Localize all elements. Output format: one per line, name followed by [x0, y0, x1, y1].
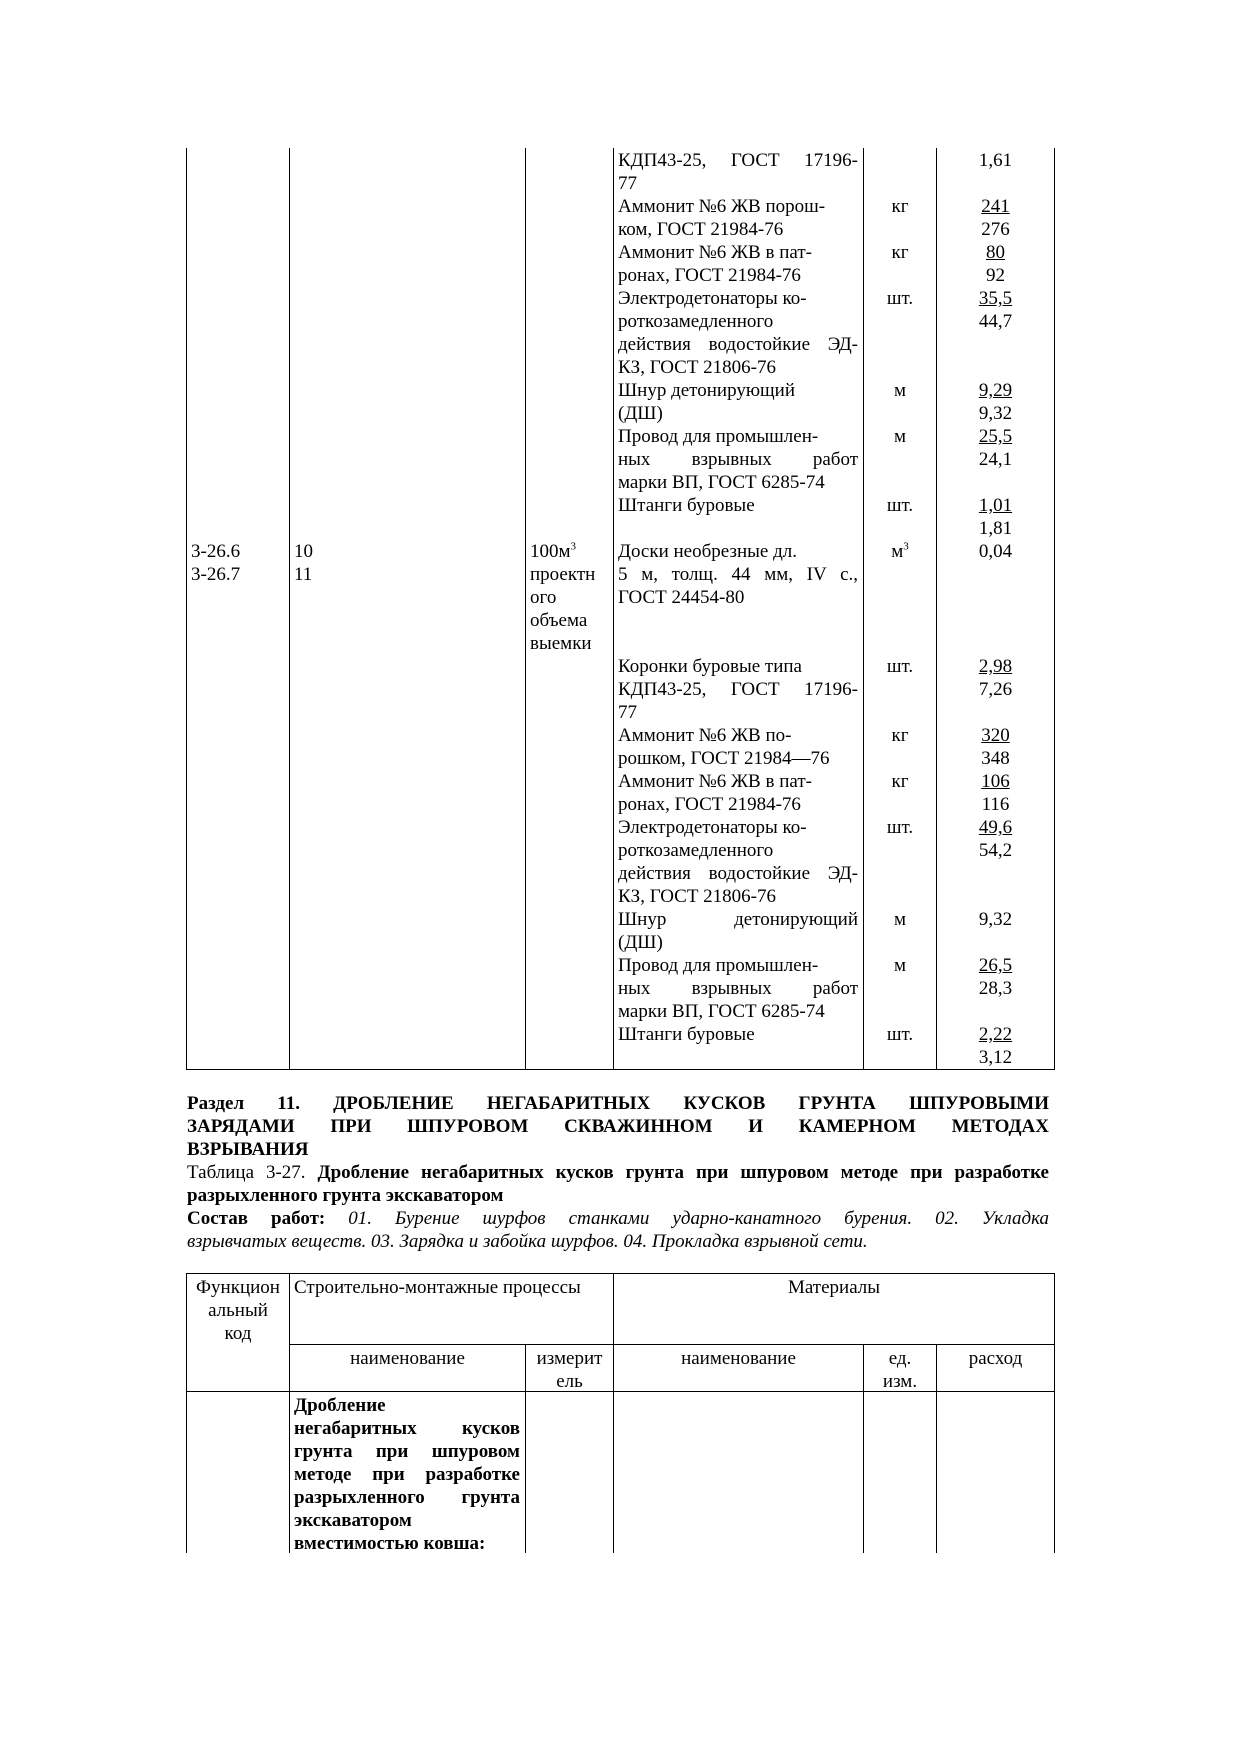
material-line: ных взрывных работ: [618, 449, 858, 470]
table-title: Дробление негабаритных кусков грунта при шпуровом методе при разработке: [317, 1162, 1049, 1183]
material-line: Аммонит №6 ЖВ порош-: [618, 196, 826, 217]
composition-text: взрывчатых веществ. 03. Зарядка и забойка шурфов. 04. Прокладка взрывной сети.: [187, 1231, 868, 1252]
table-border: [613, 1273, 614, 1553]
unit-value: м: [893, 380, 907, 401]
table-border: [289, 1344, 1055, 1345]
amount-value: 106: [981, 771, 1010, 792]
measure-line: объема: [530, 610, 588, 631]
amount-value: 241: [981, 196, 1010, 217]
header-consumption: расход: [968, 1348, 1023, 1369]
material-line: КЗ, ГОСТ 21806-76: [618, 886, 777, 907]
unit-value: шт.: [886, 656, 914, 677]
amount-value: 1,81: [978, 518, 1013, 539]
amount-value: 2,22: [978, 1024, 1013, 1045]
process-line: экскаватором: [294, 1510, 412, 1531]
code-value: 3-26.7: [191, 564, 241, 585]
amount-value: 348: [981, 748, 1010, 769]
table-border: [1054, 148, 1055, 1070]
material-line: Штанги буровые: [618, 495, 755, 516]
table-border: [186, 1069, 1055, 1070]
material-line: роткозамедленного: [618, 840, 774, 861]
process-line: Дробление: [294, 1395, 386, 1416]
unit-value: кг: [891, 725, 909, 746]
amount-value: 9,29: [978, 380, 1013, 401]
unit-value: шт.: [886, 288, 914, 309]
header-func-code: Функцион: [196, 1277, 280, 1298]
material-line: Провод для промышлен-: [618, 426, 819, 447]
table-label: Таблица 3-27.: [187, 1162, 306, 1183]
material-line: Аммонит №6 ЖВ в пат-: [618, 771, 812, 792]
material-line: ных взрывных работ: [618, 978, 858, 999]
section-title: Раздел 11. ДРОБЛЕНИЕ НЕГАБАРИТНЫХ КУСКОВ ГРУНТА ШПУРОВЫМИ ЗАРЯДАМИ ПРИ ШПУРОВОМ СКВАЖИННОМ И КАМЕРНОМ МЕТОДАХ ВЗРЫВАНИЯ: [187, 1093, 1049, 1160]
table-border: [186, 148, 187, 1070]
amount-value: 116: [981, 794, 1010, 815]
measure-line: ого: [530, 587, 557, 608]
material-line: 77: [618, 173, 637, 194]
material-line: (ДШ): [618, 932, 663, 953]
table-border: [289, 1273, 290, 1553]
header-measurer: ель: [556, 1371, 583, 1392]
amount-value: 54,2: [978, 840, 1013, 861]
unit-value: шт.: [886, 817, 914, 838]
amount-value: 80: [986, 242, 1005, 263]
measure-line: $100м^3$: [530, 540, 577, 562]
header-measurer: измерит: [536, 1348, 603, 1369]
table-border: [289, 148, 290, 1070]
amount-value: 44,7: [978, 311, 1013, 332]
material-line: КДП43-25, ГОСТ 17196-: [618, 150, 858, 171]
amount-value: 92: [986, 265, 1005, 286]
table-border: [525, 148, 526, 1070]
process-line: методе при разработке: [294, 1464, 520, 1485]
unit-value: шт.: [886, 495, 914, 516]
material-line: Аммонит №6 ЖВ в пат-: [618, 242, 812, 263]
amount-value: 0,04: [978, 541, 1013, 562]
measure-line: проектн: [530, 564, 596, 585]
material-line: (ДШ): [618, 403, 663, 424]
material-line: Провод для промышлен-: [618, 955, 819, 976]
number-value: 10: [294, 541, 313, 562]
header-func-code: код: [224, 1323, 252, 1344]
header-func-code: альный: [208, 1300, 268, 1321]
material-line: Аммонит №6 ЖВ по-: [618, 725, 792, 746]
table-title-continued: разрыхленного грунта экскаватором: [187, 1185, 504, 1206]
process-line: разрыхленного грунта: [294, 1487, 520, 1508]
material-line: КЗ, ГОСТ 21806-76: [618, 357, 777, 378]
material-line: Электродетонаторы ко-: [618, 817, 807, 838]
material-line: ронах, ГОСТ 21984-76: [618, 265, 801, 286]
amount-value: 26,5: [978, 955, 1013, 976]
work-composition: [187, 1207, 1049, 1253]
amount-value: 49,6: [978, 817, 1013, 838]
material-line: Доски необрезные дл.: [618, 541, 797, 562]
material-line: ГОСТ 24454-80: [618, 587, 745, 608]
material-line: ронах, ГОСТ 21984-76: [618, 794, 801, 815]
material-line: КДП43-25, ГОСТ 17196-: [618, 679, 858, 700]
amount-value: 35,5: [978, 288, 1013, 309]
unit-value: м: [893, 909, 907, 930]
table-border: [613, 148, 614, 1070]
material-line: 5 м, толщ. 44 мм, IV с.,: [618, 564, 858, 585]
unit-value: м: [893, 955, 907, 976]
composition-label: Состав работ:: [187, 1208, 326, 1229]
code-value: 3-26.6: [191, 541, 241, 562]
unit-value: кг: [891, 196, 909, 217]
amount-value: 24,1: [978, 449, 1013, 470]
process-line: негабаритных кусков: [294, 1418, 520, 1439]
material-line: роткозамедленного: [618, 311, 774, 332]
amount-value: 2,98: [978, 656, 1013, 677]
amount-value: 320: [981, 725, 1010, 746]
unit-value: $м^3$: [891, 540, 909, 562]
header-unit: изм.: [882, 1371, 918, 1392]
material-line: Шнур детонирующий: [618, 380, 795, 401]
amount-value: 28,3: [978, 978, 1013, 999]
material-line: Коронки буровые типа: [618, 656, 802, 677]
table-border: [936, 1344, 937, 1553]
material-line: рошком, ГОСТ 21984—76: [618, 748, 830, 769]
header-materials: Материалы: [787, 1277, 881, 1298]
table-border: [186, 1273, 1055, 1274]
unit-value: м: [893, 426, 907, 447]
process-line: грунта при шпуровом: [294, 1441, 520, 1462]
composition-text: 01. Бурение шурфов станками ударно-канатного бурения. 02. Укладка: [348, 1208, 1049, 1229]
material-line: Электродетонаторы ко-: [618, 288, 807, 309]
material-line: Шнур детонирующий: [618, 909, 858, 930]
amount-value: 1,01: [978, 495, 1013, 516]
number-value: 11: [294, 564, 313, 585]
amount-value: 7,26: [978, 679, 1013, 700]
amount-value: 3,12: [978, 1047, 1013, 1068]
table-caption: [187, 1161, 1049, 1207]
header-name: наименование: [681, 1348, 796, 1369]
unit-value: кг: [891, 242, 909, 263]
unit-value: шт.: [886, 1024, 914, 1045]
material-line: марки ВП, ГОСТ 6285-74: [618, 1001, 825, 1022]
amount-value: 1,61: [978, 150, 1013, 171]
process-line: вместимостью ковша:: [294, 1533, 486, 1554]
material-line: действия водостойкие ЭД-: [618, 863, 858, 884]
table-border: [1054, 1273, 1055, 1553]
material-line: Штанги буровые: [618, 1024, 755, 1045]
amount-value: 25,5: [978, 426, 1013, 447]
material-line: ком, ГОСТ 21984-76: [618, 219, 784, 240]
material-line: марки ВП, ГОСТ 6285-74: [618, 472, 825, 493]
amount-value: 9,32: [978, 909, 1013, 930]
amount-value: 9,32: [978, 403, 1013, 424]
material-line: 77: [618, 702, 637, 723]
header-name: наименование: [350, 1348, 465, 1369]
measure-line: выемки: [530, 633, 592, 654]
material-line: действия водостойкие ЭД-: [618, 334, 858, 355]
header-processes: Строительно-монтажные процессы: [294, 1277, 581, 1298]
amount-value: 276: [981, 219, 1010, 240]
unit-value: кг: [891, 771, 909, 792]
header-unit: ед.: [888, 1348, 912, 1369]
